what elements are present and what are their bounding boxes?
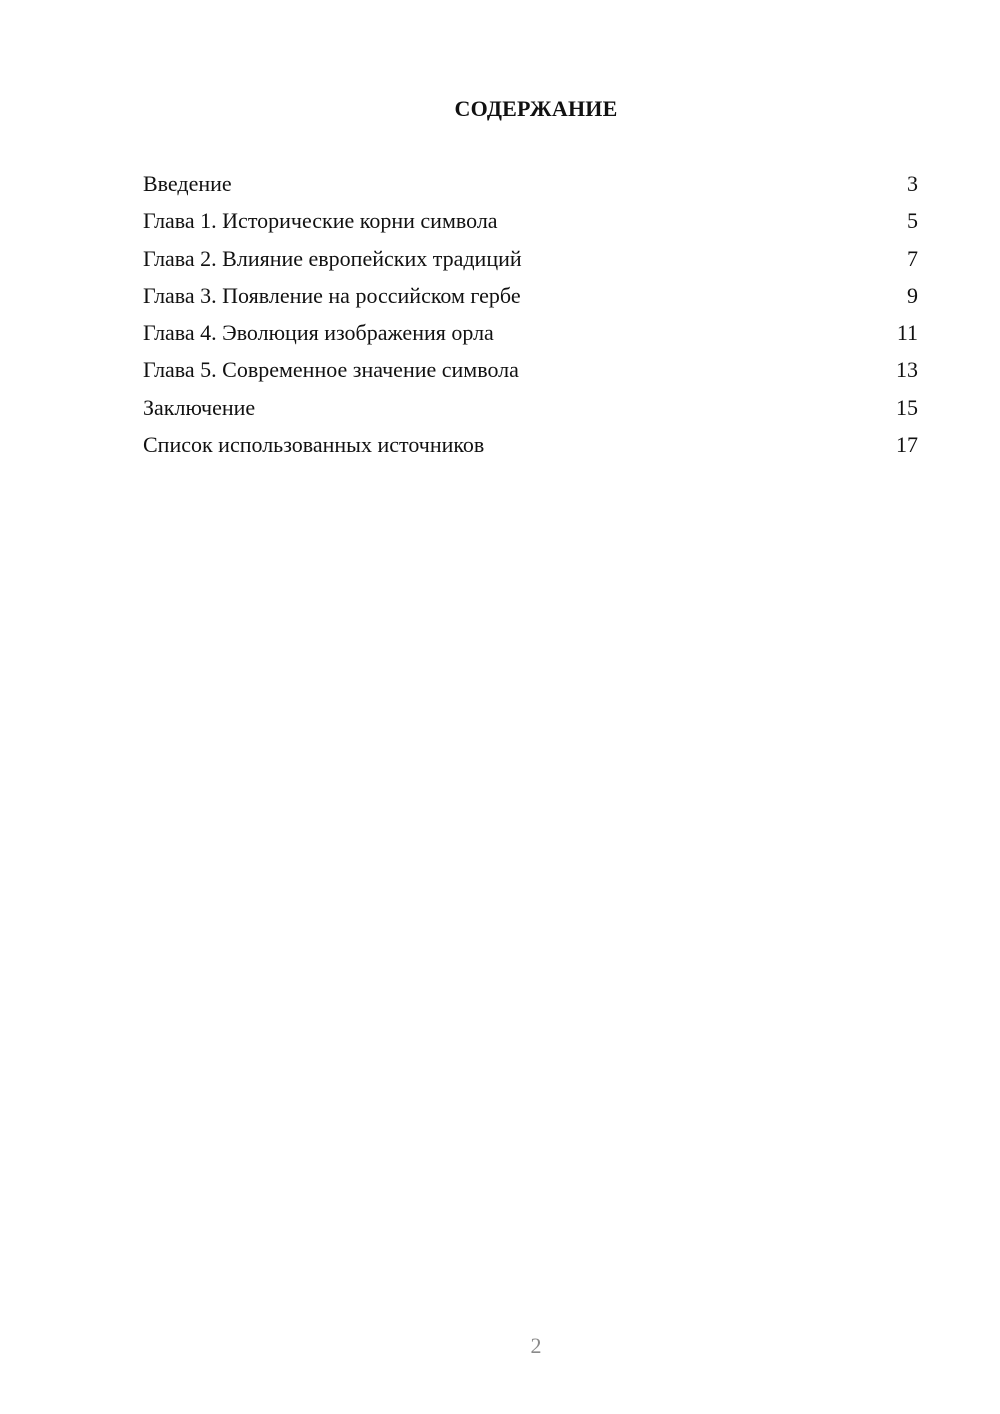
toc-item-page: 5 — [907, 208, 918, 234]
page-number: 2 — [530, 1333, 542, 1358]
toc-item-page: 15 — [896, 394, 918, 420]
table-of-contents — [143, 168, 918, 466]
toc-item-label: Глава 1. Исторические корни символа — [143, 208, 498, 234]
toc-item-introduction — [143, 168, 918, 205]
toc-item-chapter-5 — [143, 354, 918, 391]
toc-item-conclusion — [143, 392, 918, 429]
toc-item-label: Список использованных источников — [143, 432, 485, 458]
toc-item-label: Заключение — [143, 394, 256, 420]
toc-title: СОДЕРЖАНИЕ — [454, 96, 618, 121]
toc-item-page: 11 — [896, 320, 918, 346]
toc-item-label: Глава 5. Современное значение символа — [143, 357, 519, 383]
toc-item-chapter-1 — [143, 205, 918, 242]
toc-item-page: 17 — [896, 432, 918, 458]
toc-item-page: 9 — [907, 282, 918, 308]
toc-item-chapter-4 — [143, 317, 918, 354]
toc-item-references — [143, 429, 918, 466]
toc-item-label: Глава 2. Влияние европейских традиций — [143, 245, 522, 271]
toc-item-page: 7 — [907, 245, 918, 271]
toc-item-label: Глава 4. Эволюция изображения орла — [143, 320, 494, 346]
toc-item-chapter-3 — [143, 280, 918, 317]
toc-item-page: 3 — [907, 171, 918, 196]
toc-item-label: Введение — [143, 171, 232, 196]
toc-item-page: 13 — [896, 357, 918, 383]
toc-item-chapter-2 — [143, 243, 918, 280]
toc-item-label: Глава 3. Появление на российском гербе — [143, 282, 521, 308]
